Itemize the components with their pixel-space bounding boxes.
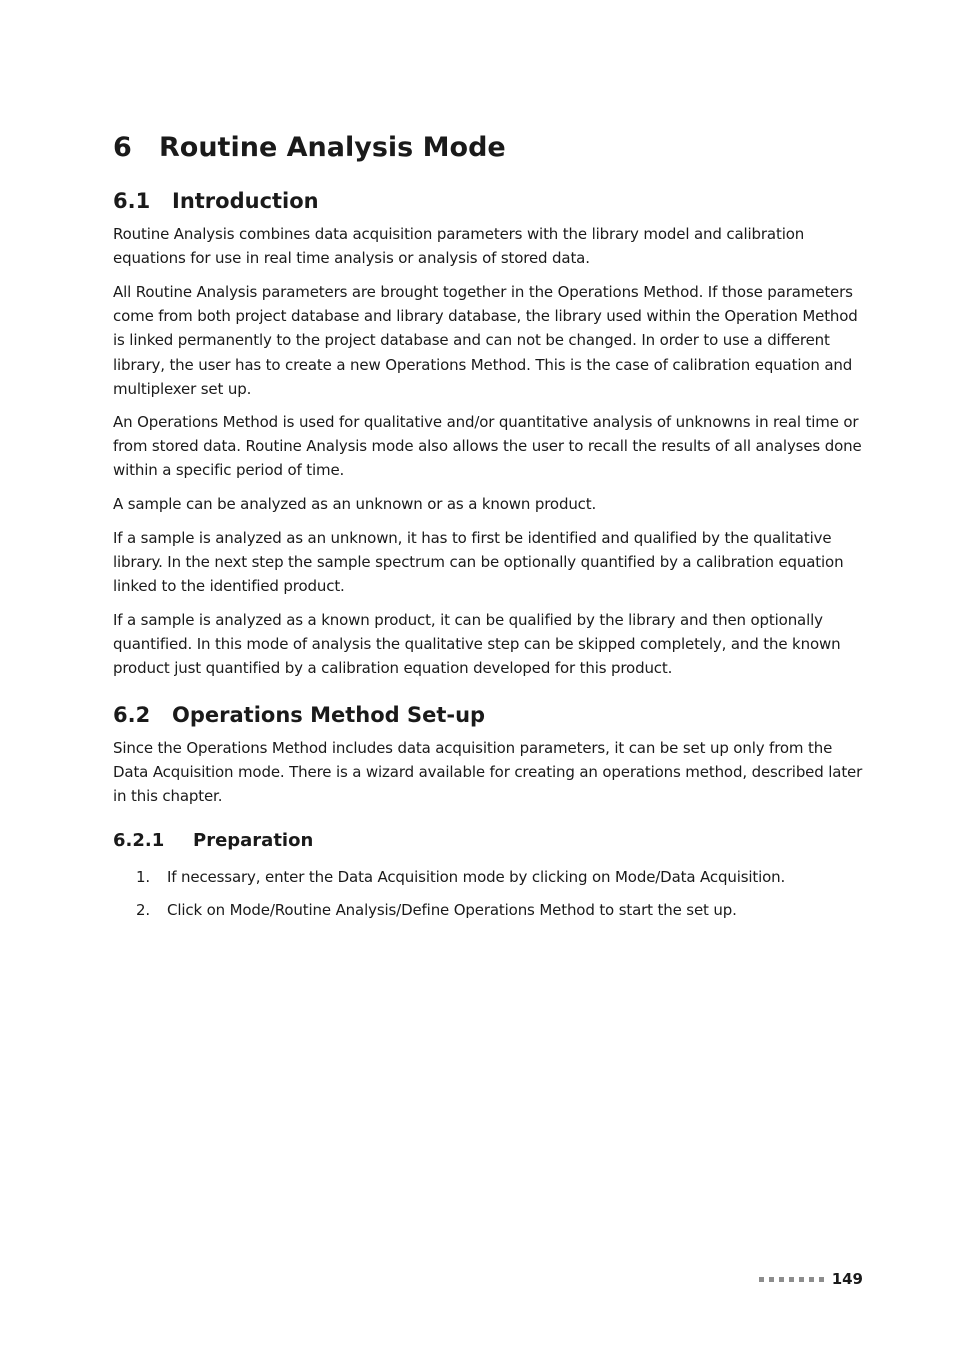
list-item <box>113 898 863 922</box>
dot-marker <box>819 1277 824 1282</box>
paragraph: If a sample is analyzed as a known product, it can be qualified by the library and then optionally quantified. In this mode of analysis the qualitative step can be skipped completely, and the known product just quantified by a calibration equation developed for this product. <box>113 611 841 678</box>
paragraph: An Operations Method is used for qualitative and/or quantitative analysis of unknowns in real time or from stored data. Routine Analysis mode also allows the user to recall the results of all analyses done within a specific period of time. <box>113 413 862 480</box>
section-title: Operations Method Set-up <box>172 703 486 727</box>
paragraph: Since the Operations Method includes data acquisition parameters, it can be set up only from the Data Acquisition mode. There is a wizard available for creating an operations method, described later in this chapter. <box>113 739 863 806</box>
step-text: If necessary, enter the Data Acquisition mode by clicking on Mode/Data Acquisition. <box>167 868 786 886</box>
decorative-dots <box>759 1277 824 1282</box>
paragraph: Routine Analysis combines data acquisition parameters with the library model and calibration equations for use in real time analysis or analysis of stored data. <box>113 225 805 268</box>
section-number: 6.1 <box>113 189 151 213</box>
page-number: 149 <box>831 1270 863 1288</box>
paragraph: A sample can be analyzed as an unknown or as a known product. <box>113 495 597 513</box>
step-number: 1. <box>136 868 151 886</box>
step-list <box>113 865 863 931</box>
subsection-number: 6.2.1 <box>113 830 165 851</box>
section-title: Introduction <box>172 189 319 213</box>
dot-marker <box>779 1277 784 1282</box>
dot-marker <box>789 1277 794 1282</box>
page-footer <box>759 1267 863 1291</box>
paragraph: All Routine Analysis parameters are brought together in the Operations Method. If those parameters come from both project database and library database, the library used within the Operation Method is linked permanently to the project database and can not be changed. In order to use a different library, the user has to create a new Operations Method. This is the case of calibration equation and multiplexer set up. <box>113 283 858 398</box>
dot-marker <box>799 1277 804 1282</box>
chapter-title: Routine Analysis Mode <box>159 132 506 163</box>
chapter-heading <box>113 128 506 168</box>
paragraph: If a sample is analyzed as an unknown, it has to first be identified and qualified by the qualitative library. In the next step the sample spectrum can be optionally quantified by a calibration equation linked to the identified product. <box>113 529 844 596</box>
dot-marker <box>769 1277 774 1282</box>
chapter-number: 6 <box>113 132 132 163</box>
dot-marker <box>809 1277 814 1282</box>
subsection-heading-preparation <box>113 828 313 854</box>
subsection-title: Preparation <box>193 830 314 851</box>
step-number: 2. <box>136 901 151 919</box>
section-number: 6.2 <box>113 703 151 727</box>
section-heading-introduction <box>113 186 319 216</box>
list-item <box>113 865 863 889</box>
step-text: Click on Mode/Routine Analysis/Define Operations Method to start the set up. <box>167 901 737 919</box>
section-heading-operations-method-setup <box>113 700 485 730</box>
dot-marker <box>759 1277 764 1282</box>
